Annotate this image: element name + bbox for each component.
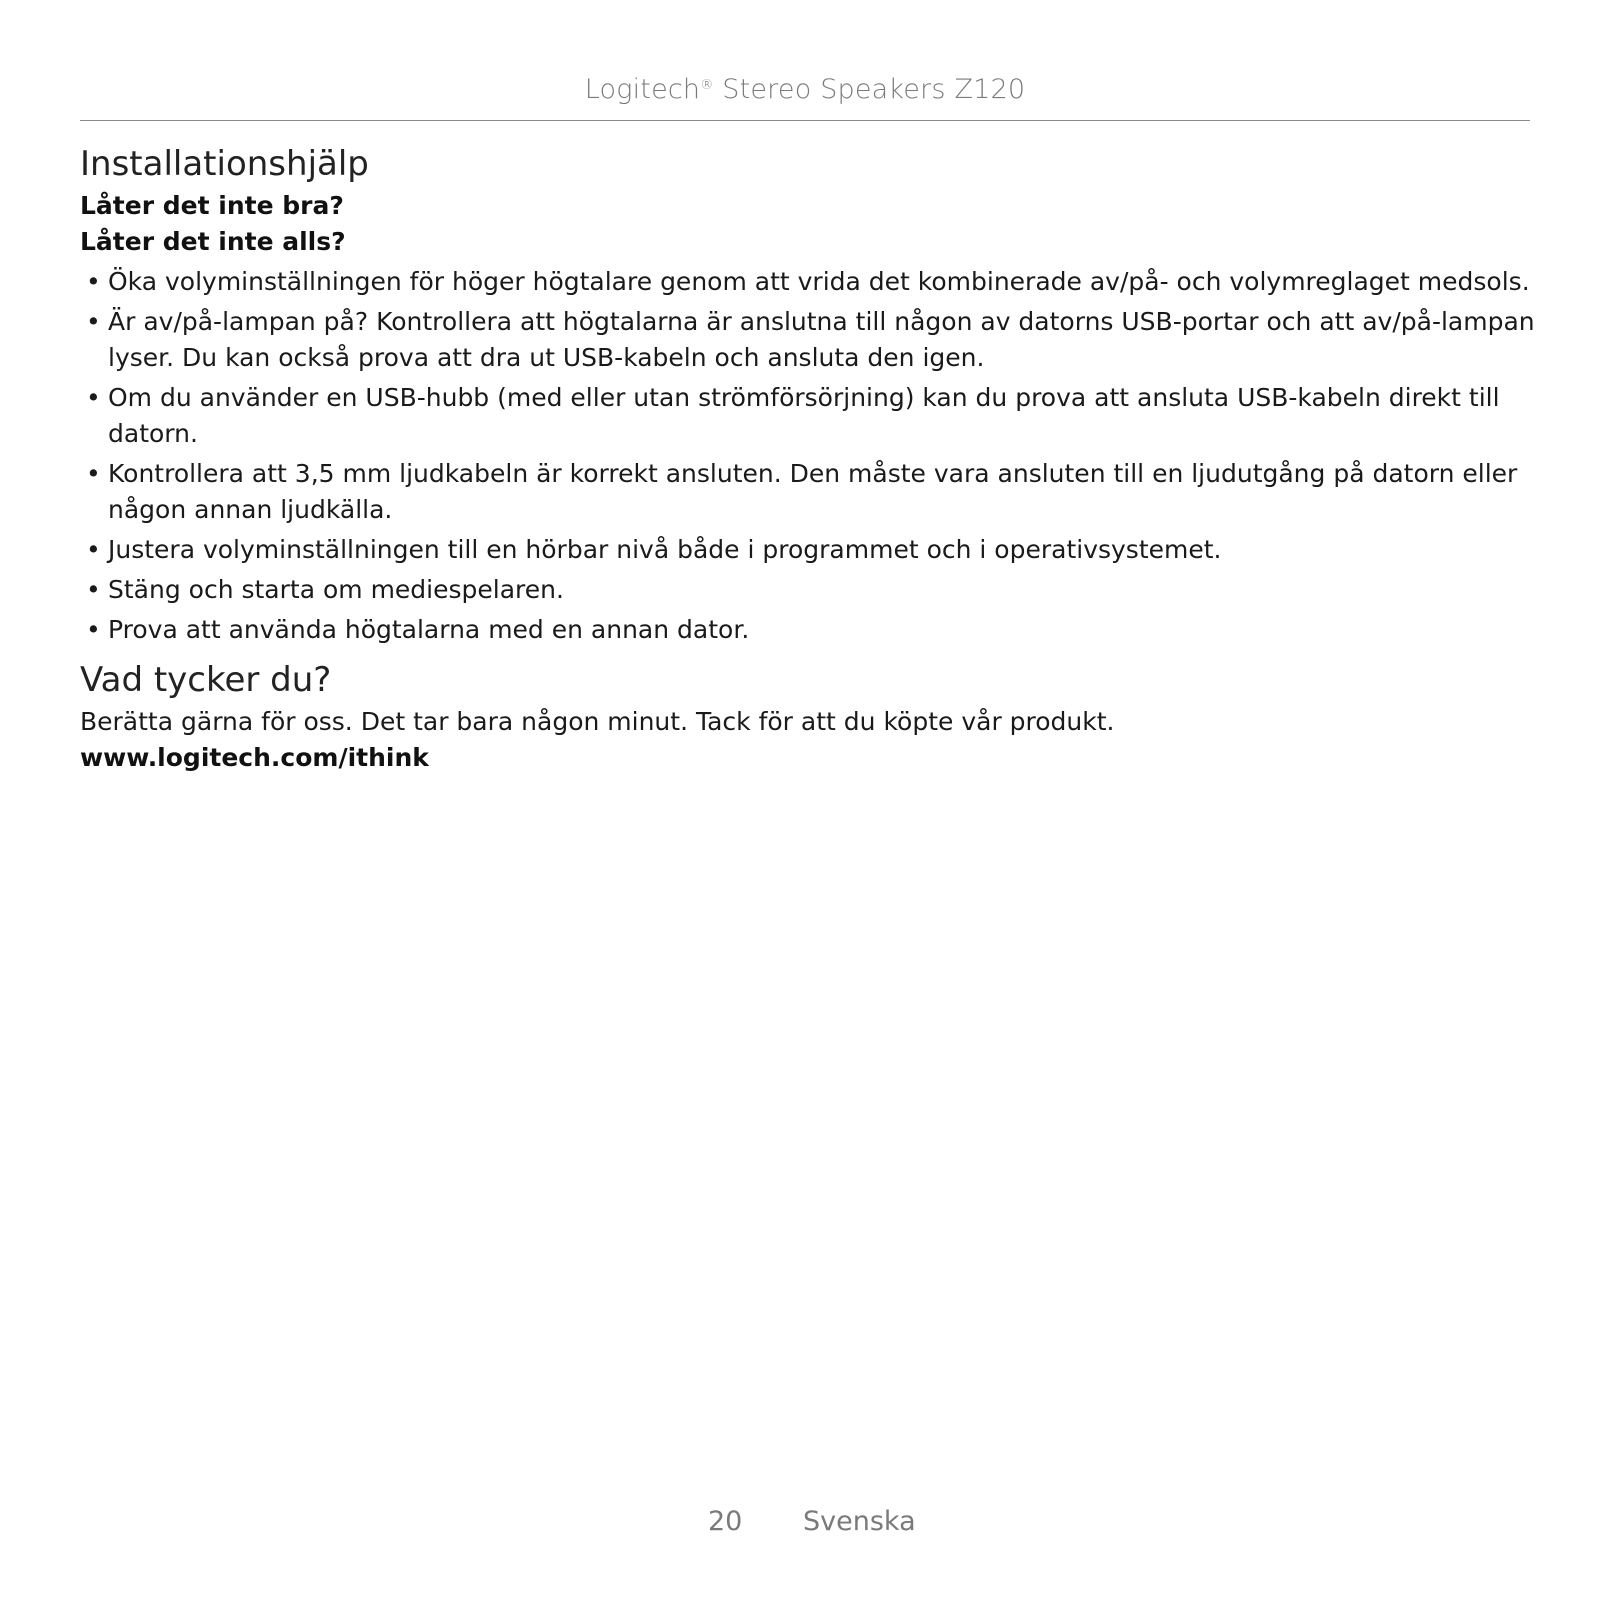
header-brand: Logitech	[584, 74, 701, 105]
bullet-glyph: •	[86, 267, 101, 296]
feedback-text: Berätta gärna för oss. Det tar bara någon minut. Tack för att du köpte vår produkt.	[80, 707, 1115, 736]
header-divider	[80, 120, 1530, 121]
list-item-text: Prova att använda högtalarna med en annan dator.	[108, 615, 750, 644]
list-item-text: Om du använder en USB-hubb (med eller utan strömförsörjning) kan du prova att ansluta USB-kabeln direkt till datorn.	[108, 383, 1500, 448]
help-subhead-no-sound: Låter det inte alls?	[80, 227, 346, 256]
page-number: 20	[708, 1506, 743, 1537]
bullet-glyph: •	[86, 383, 101, 412]
list-item-text: Kontrollera att 3,5 mm ljudkabeln är korrekt ansluten. Den måste vara ansluten till en ljudutgång på datorn eller någon annan ljudkälla.	[108, 459, 1518, 524]
troubleshooting-list	[80, 264, 1540, 648]
list-item	[80, 456, 1540, 528]
bullet-glyph: •	[86, 535, 101, 564]
feedback-section-title: Vad tycker du?	[80, 660, 332, 700]
list-item-text: Öka volyminställningen för höger högtalare genom att vrida det kombinerade av/på- och volymreglaget medsols.	[108, 267, 1530, 296]
list-item	[80, 532, 1540, 568]
running-header	[80, 74, 1530, 105]
help-subhead-sound-bad: Låter det inte bra?	[80, 191, 344, 220]
feedback-url-link[interactable]: www.logitech.com/ithink	[80, 743, 429, 772]
help-section-title: Installationshjälp	[80, 144, 369, 184]
footer-language: Svenska	[803, 1506, 916, 1537]
bullet-glyph: •	[86, 615, 101, 644]
header-product-name: Stereo Speakers Z120	[713, 74, 1026, 105]
list-item	[80, 264, 1540, 300]
page-content	[80, 140, 1540, 776]
list-item	[80, 612, 1540, 648]
list-item	[80, 380, 1540, 452]
list-item-text: Justera volyminställningen till en hörbar nivå både i programmet och i operativsystemet.	[108, 535, 1222, 564]
bullet-glyph: •	[86, 459, 101, 488]
bullet-glyph: •	[86, 575, 101, 604]
list-item-text: Är av/på-lampan på? Kontrollera att högtalarna är anslutna till någon av datorns USB-portar och att av/på-lampan lyser. Du kan också prova att dra ut USB-kabeln och ansluta den igen.	[108, 307, 1535, 372]
registered-trademark-mark: ®	[700, 78, 714, 93]
list-item	[80, 304, 1540, 376]
list-item-text: Stäng och starta om mediespelaren.	[108, 575, 564, 604]
bullet-glyph: •	[86, 307, 101, 336]
list-item	[80, 572, 1540, 608]
